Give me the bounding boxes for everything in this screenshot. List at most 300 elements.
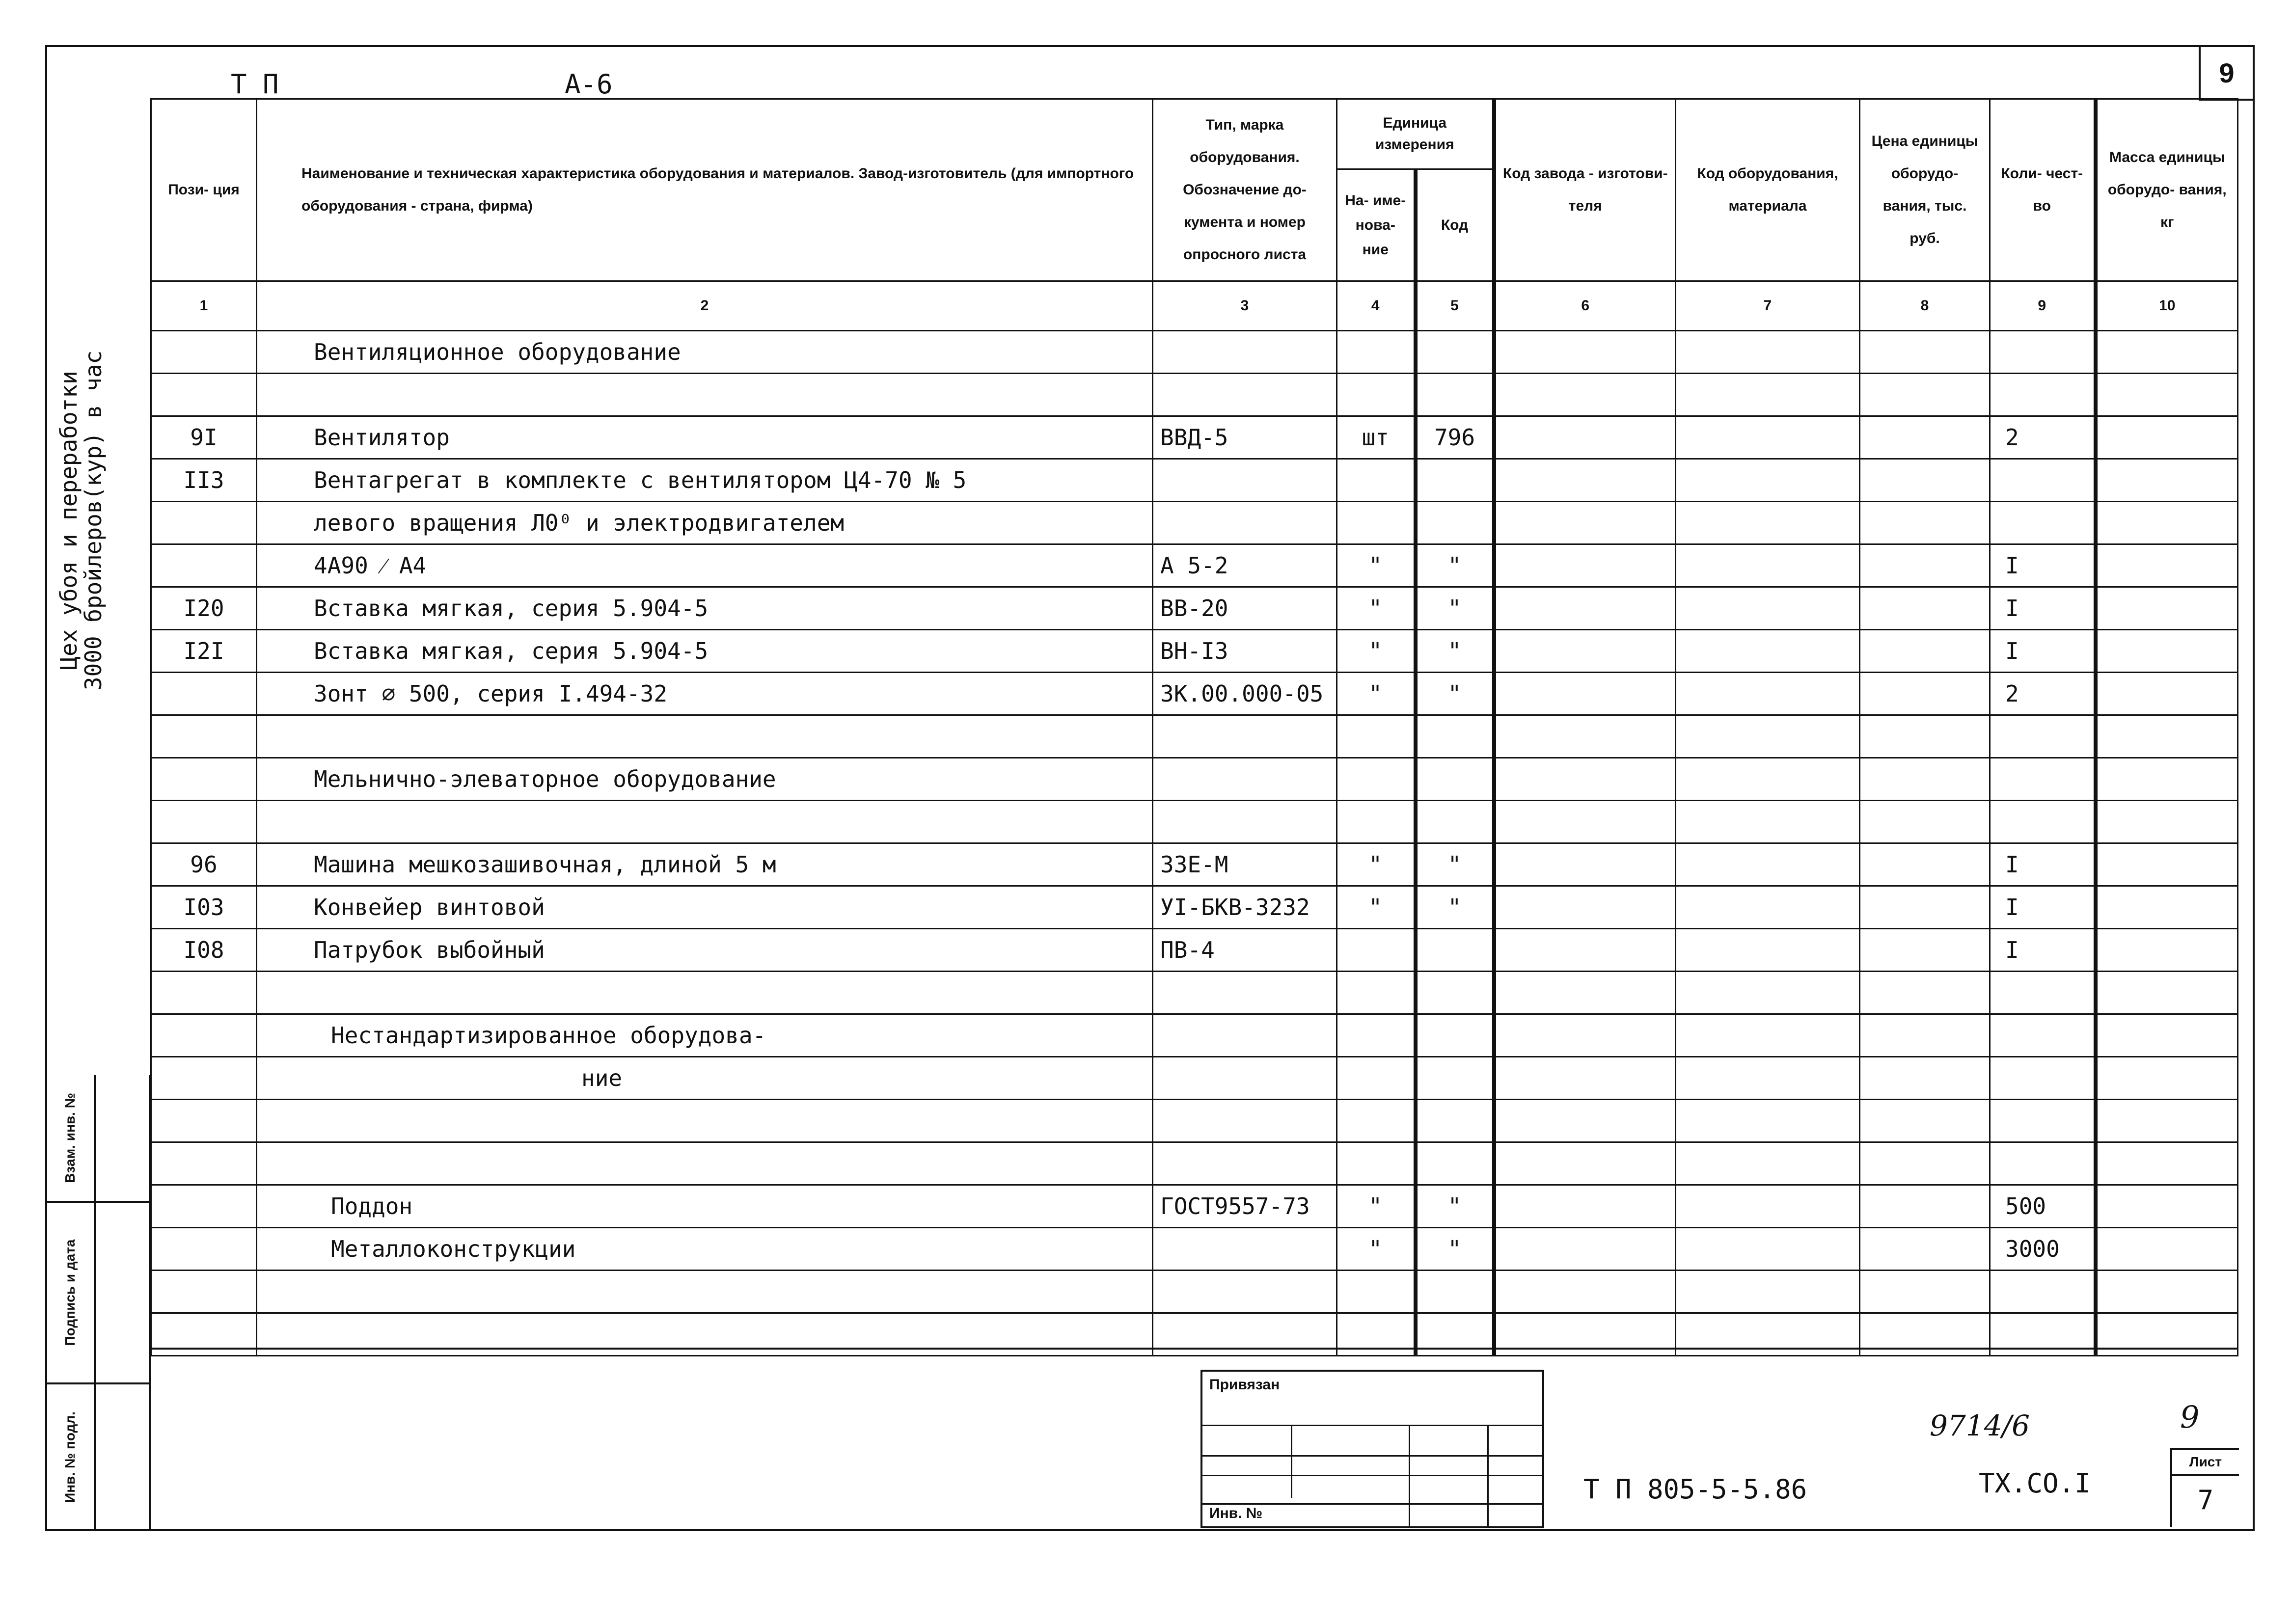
cell-position: 96 <box>151 843 257 886</box>
cell-equipment-code <box>1676 502 1860 544</box>
cell-quantity: I <box>1990 630 2096 673</box>
cell-name: Поддон <box>257 1185 1153 1228</box>
table-row <box>151 416 2238 459</box>
cell-type <box>1153 1100 1337 1142</box>
table-row <box>151 758 2238 801</box>
cell-quantity <box>1990 1014 2096 1057</box>
col-header-position: Пози- ция <box>151 99 257 281</box>
col-header-mass: Масса единицы оборудо- вания, кг <box>2096 99 2238 281</box>
table-row <box>151 1100 2238 1142</box>
table-bottom-line <box>150 1348 2237 1350</box>
cell-unit-code <box>1416 1100 1494 1142</box>
cell-name: Нестандартизированное оборудова- <box>257 1014 1153 1057</box>
col-number: 6 <box>1494 281 1676 331</box>
cell-unit-name: " <box>1337 673 1416 715</box>
cell-quantity: I <box>1990 544 2096 587</box>
table-row <box>151 673 2238 715</box>
cell-unit-code: 796 <box>1416 416 1494 459</box>
side-caption-line2: 3000 бройлеров(кур) в час <box>80 350 107 691</box>
cell-equipment-code <box>1676 416 1860 459</box>
cell-factory-code <box>1494 1014 1676 1057</box>
cell-factory-code <box>1494 715 1676 758</box>
cell-name: Зонт ⌀ 500, серия I.494-32 <box>257 673 1153 715</box>
table-row <box>151 843 2238 886</box>
stamp-inv-cell <box>47 1384 149 1529</box>
col-number: 8 <box>1860 281 1990 331</box>
cell-unit-name <box>1337 1014 1416 1057</box>
cell-price <box>1860 1228 1990 1271</box>
cell-unit-code <box>1416 1014 1494 1057</box>
cell-unit-name: " <box>1337 1185 1416 1228</box>
cell-type: ВВД-5 <box>1153 416 1337 459</box>
privyazan-block <box>1200 1370 1544 1528</box>
cell-type <box>1153 1271 1337 1313</box>
cell-equipment-code <box>1676 1057 1860 1100</box>
cell-factory-code <box>1494 1142 1676 1185</box>
cell-factory-code <box>1494 331 1676 374</box>
cell-name: Вентагрегат в комплекте с вентилятором Ц4-70 № 5 <box>257 459 1153 502</box>
cell-position <box>151 331 257 374</box>
cell-factory-code <box>1494 758 1676 801</box>
cell-type: А 5-2 <box>1153 544 1337 587</box>
cell-factory-code <box>1494 1057 1676 1100</box>
stamp-signature-label-cell <box>47 1203 96 1382</box>
cell-position: 9I <box>151 416 257 459</box>
table-row <box>151 1185 2238 1228</box>
cell-quantity <box>1990 459 2096 502</box>
cell-type <box>1153 801 1337 843</box>
table-row <box>151 1271 2238 1313</box>
document-code: ТХ.СО.I <box>1979 1468 2091 1499</box>
cell-type: УI-БКВ-3232 <box>1153 886 1337 929</box>
cell-position <box>151 502 257 544</box>
cell-mass <box>2096 459 2238 502</box>
cell-equipment-code <box>1676 1228 1860 1271</box>
cell-unit-name: " <box>1337 630 1416 673</box>
cell-position <box>151 758 257 801</box>
cell-factory-code <box>1494 502 1676 544</box>
cell-unit-name: " <box>1337 843 1416 886</box>
cell-position <box>151 544 257 587</box>
cell-factory-code <box>1494 544 1676 587</box>
cell-factory-code <box>1494 459 1676 502</box>
cell-mass <box>2096 1185 2238 1228</box>
col-number: 2 <box>257 281 1153 331</box>
cell-quantity <box>1990 1142 2096 1185</box>
privyazan-line <box>1202 1455 1542 1457</box>
cell-quantity: I <box>1990 929 2096 972</box>
cell-equipment-code <box>1676 673 1860 715</box>
cell-factory-code <box>1494 843 1676 886</box>
stamp-vzam-label: Взам. инв. № <box>62 1093 78 1183</box>
cell-name <box>257 801 1153 843</box>
cell-equipment-code <box>1676 1100 1860 1142</box>
cell-price <box>1860 1271 1990 1313</box>
col-header-type: Тип, марка оборудования. Обозначение до- кумента и номер опросного листа <box>1153 99 1337 281</box>
cell-price <box>1860 459 1990 502</box>
cell-unit-code: " <box>1416 630 1494 673</box>
cell-equipment-code <box>1676 544 1860 587</box>
cell-unit-code: " <box>1416 843 1494 886</box>
cell-price <box>1860 1185 1990 1228</box>
cell-quantity <box>1990 1057 2096 1100</box>
cell-equipment-code <box>1676 972 1860 1014</box>
col-header-factory-code: Код завода - изготови- теля <box>1494 99 1676 281</box>
cell-unit-code: " <box>1416 1185 1494 1228</box>
cell-unit-code <box>1416 459 1494 502</box>
cell-unit-name <box>1337 758 1416 801</box>
col-header-price: Цена единицы оборудо- вания, тыс. руб. <box>1860 99 1990 281</box>
cell-factory-code <box>1494 972 1676 1014</box>
stamp-signature-cell <box>47 1203 149 1384</box>
cell-mass <box>2096 801 2238 843</box>
cell-factory-code <box>1494 374 1676 416</box>
cell-unit-code <box>1416 1271 1494 1313</box>
cell-price <box>1860 843 1990 886</box>
cell-mass <box>2096 1228 2238 1271</box>
cell-quantity: I <box>1990 843 2096 886</box>
stamp-signature-label: Подпись и дата <box>62 1239 78 1346</box>
cell-mass <box>2096 843 2238 886</box>
cell-equipment-code <box>1676 331 1860 374</box>
cell-equipment-code <box>1676 758 1860 801</box>
column-numbers-row <box>151 281 2238 331</box>
cell-unit-code: " <box>1416 886 1494 929</box>
cell-unit-code <box>1416 929 1494 972</box>
list-box <box>2170 1448 2239 1527</box>
privyazan-line <box>1202 1475 1542 1476</box>
col-number: 4 <box>1337 281 1416 331</box>
cell-factory-code <box>1494 673 1676 715</box>
cell-factory-code <box>1494 416 1676 459</box>
cell-quantity <box>1990 972 2096 1014</box>
cell-name: Вставка мягкая, серия 5.904-5 <box>257 587 1153 630</box>
cell-position <box>151 1185 257 1228</box>
cell-unit-name <box>1337 331 1416 374</box>
cell-unit-name: " <box>1337 886 1416 929</box>
cell-name: 4А90 ⁄ А4 <box>257 544 1153 587</box>
privyazan-line <box>1202 1503 1542 1505</box>
table-row <box>151 502 2238 544</box>
privyazan-label: Привязан <box>1209 1377 1280 1393</box>
cell-mass <box>2096 972 2238 1014</box>
cell-price <box>1860 1142 1990 1185</box>
cell-name: Конвейер винтовой <box>257 886 1153 929</box>
cell-name <box>257 1271 1153 1313</box>
list-label: Лист <box>2172 1450 2239 1476</box>
cell-position <box>151 801 257 843</box>
cell-quantity <box>1990 715 2096 758</box>
cell-type <box>1153 459 1337 502</box>
cell-position: I08 <box>151 929 257 972</box>
cell-type <box>1153 331 1337 374</box>
col-number: 10 <box>2096 281 2238 331</box>
cell-position: II3 <box>151 459 257 502</box>
cell-unit-name <box>1337 502 1416 544</box>
table-row <box>151 801 2238 843</box>
col-header-quantity: Коли- чест- во <box>1990 99 2096 281</box>
cell-type: ВН-I3 <box>1153 630 1337 673</box>
cell-unit-code: " <box>1416 587 1494 630</box>
project-code: Т П 805-5-5.86 <box>1583 1474 1807 1505</box>
cell-unit-name <box>1337 459 1416 502</box>
col-number: 9 <box>1990 281 2096 331</box>
table-row <box>151 374 2238 416</box>
cell-factory-code <box>1494 1185 1676 1228</box>
cell-mass <box>2096 886 2238 929</box>
table-row <box>151 1014 2238 1057</box>
table-row <box>151 929 2238 972</box>
stamp-vzam-label-cell <box>47 1075 96 1201</box>
cell-unit-code <box>1416 502 1494 544</box>
table-row <box>151 544 2238 587</box>
col-header-unit-code: Код <box>1416 169 1494 281</box>
handwritten-page: 9 <box>2180 1399 2200 1435</box>
cell-type <box>1153 502 1337 544</box>
cell-type <box>1153 1057 1337 1100</box>
cell-mass <box>2096 374 2238 416</box>
cell-unit-name: " <box>1337 587 1416 630</box>
cell-equipment-code <box>1676 1014 1860 1057</box>
cell-factory-code <box>1494 630 1676 673</box>
cell-mass <box>2096 929 2238 972</box>
cell-mass <box>2096 416 2238 459</box>
cell-price <box>1860 1057 1990 1100</box>
cell-name: Вставка мягкая, серия 5.904-5 <box>257 630 1153 673</box>
cell-quantity <box>1990 374 2096 416</box>
cell-mass <box>2096 587 2238 630</box>
cell-quantity <box>1990 1100 2096 1142</box>
cell-name <box>257 374 1153 416</box>
cell-equipment-code <box>1676 715 1860 758</box>
cell-position: I03 <box>151 886 257 929</box>
left-stamp <box>47 1075 151 1529</box>
cell-factory-code <box>1494 1271 1676 1313</box>
cell-name: Мельнично-элеваторное оборудование <box>257 758 1153 801</box>
cell-unit-code: " <box>1416 544 1494 587</box>
handwritten-code: 9714/6 <box>1930 1409 2030 1442</box>
cell-name: Машина мешкозашивочная, длиной 5 м <box>257 843 1153 886</box>
cell-quantity <box>1990 1271 2096 1313</box>
cell-mass <box>2096 1100 2238 1142</box>
header-row <box>151 99 2238 169</box>
col-header-unit-name: На- име- нова- ние <box>1337 169 1416 281</box>
cell-equipment-code <box>1676 843 1860 886</box>
specification-table <box>150 98 2238 1356</box>
cell-equipment-code <box>1676 587 1860 630</box>
cell-mass <box>2096 502 2238 544</box>
cell-name <box>257 1100 1153 1142</box>
cell-price <box>1860 416 1990 459</box>
cell-unit-code: " <box>1416 673 1494 715</box>
sheet-number: 9 <box>2199 47 2253 101</box>
cell-type: ВВ-20 <box>1153 587 1337 630</box>
cell-unit-code <box>1416 801 1494 843</box>
table-row <box>151 1142 2238 1185</box>
cell-position <box>151 1228 257 1271</box>
stamp-inv-label-cell <box>47 1384 96 1529</box>
cell-factory-code <box>1494 801 1676 843</box>
cell-equipment-code <box>1676 886 1860 929</box>
cell-price <box>1860 1014 1990 1057</box>
privyazan-line <box>1202 1425 1542 1426</box>
cell-mass <box>2096 630 2238 673</box>
cell-quantity <box>1990 331 2096 374</box>
col-number: 3 <box>1153 281 1337 331</box>
cell-unit-name <box>1337 1271 1416 1313</box>
cell-mass <box>2096 331 2238 374</box>
cell-position <box>151 374 257 416</box>
cell-price <box>1860 502 1990 544</box>
cell-name: ние <box>257 1057 1153 1100</box>
cell-unit-name <box>1337 972 1416 1014</box>
cell-factory-code <box>1494 886 1676 929</box>
table-row <box>151 1228 2238 1271</box>
col-header-unit-group: Единица измерения <box>1337 99 1494 169</box>
cell-quantity: I <box>1990 587 2096 630</box>
cell-price <box>1860 374 1990 416</box>
col-header-name: Наименование и техническая характеристика оборудования и материалов. Завод-изготовитель (для импортного оборудования - страна, фирма) <box>257 99 1153 281</box>
table-row <box>151 972 2238 1014</box>
cell-position: I20 <box>151 587 257 630</box>
table-row <box>151 331 2238 374</box>
privyazan-divider <box>1487 1425 1489 1526</box>
cell-type <box>1153 1228 1337 1271</box>
cell-name: Патрубок выбойный <box>257 929 1153 972</box>
cell-factory-code <box>1494 1228 1676 1271</box>
cell-position <box>151 1142 257 1185</box>
table-row <box>151 886 2238 929</box>
cell-equipment-code <box>1676 1271 1860 1313</box>
cell-name: Вентилятор <box>257 416 1153 459</box>
cell-mass <box>2096 673 2238 715</box>
privyazan-divider <box>1291 1425 1292 1498</box>
cell-quantity: I <box>1990 886 2096 929</box>
cell-mass <box>2096 1142 2238 1185</box>
cell-price <box>1860 673 1990 715</box>
col-number: 5 <box>1416 281 1494 331</box>
cell-unit-code: " <box>1416 1228 1494 1271</box>
stamp-inv-label: Инв. № подл. <box>62 1411 78 1503</box>
cell-mass <box>2096 715 2238 758</box>
cell-equipment-code <box>1676 801 1860 843</box>
cell-mass <box>2096 1057 2238 1100</box>
cell-price <box>1860 544 1990 587</box>
cell-factory-code <box>1494 1100 1676 1142</box>
cell-unit-name <box>1337 1057 1416 1100</box>
cell-position <box>151 1014 257 1057</box>
cell-price <box>1860 972 1990 1014</box>
cell-name <box>257 1142 1153 1185</box>
cell-unit-name <box>1337 929 1416 972</box>
cell-equipment-code <box>1676 1185 1860 1228</box>
cell-unit-name <box>1337 715 1416 758</box>
cell-type <box>1153 1142 1337 1185</box>
cell-equipment-code <box>1676 459 1860 502</box>
cell-price <box>1860 886 1990 929</box>
cell-type <box>1153 758 1337 801</box>
cell-quantity <box>1990 758 2096 801</box>
cell-unit-name: шт <box>1337 416 1416 459</box>
cell-type: ПВ-4 <box>1153 929 1337 972</box>
cell-unit-name <box>1337 801 1416 843</box>
cell-position <box>151 1271 257 1313</box>
col-number: 7 <box>1676 281 1860 331</box>
cell-price <box>1860 758 1990 801</box>
cell-quantity: 3000 <box>1990 1228 2096 1271</box>
table-row <box>151 630 2238 673</box>
cell-equipment-code <box>1676 1142 1860 1185</box>
table-row <box>151 459 2238 502</box>
cell-name <box>257 715 1153 758</box>
cell-position <box>151 972 257 1014</box>
cell-equipment-code <box>1676 374 1860 416</box>
table-row <box>151 587 2238 630</box>
table-row <box>151 715 2238 758</box>
cell-quantity <box>1990 502 2096 544</box>
cell-unit-code <box>1416 374 1494 416</box>
cell-price <box>1860 715 1990 758</box>
cell-price <box>1860 331 1990 374</box>
cell-type: ГОСТ9557-73 <box>1153 1185 1337 1228</box>
cell-type <box>1153 972 1337 1014</box>
cell-mass <box>2096 758 2238 801</box>
stamp-vzam-cell <box>47 1075 149 1203</box>
cell-equipment-code <box>1676 630 1860 673</box>
col-header-equipment-code: Код оборудования, материала <box>1676 99 1860 281</box>
cell-unit-code <box>1416 972 1494 1014</box>
cell-price <box>1860 630 1990 673</box>
cell-factory-code <box>1494 929 1676 972</box>
cell-type <box>1153 374 1337 416</box>
cell-price <box>1860 929 1990 972</box>
cell-unit-code <box>1416 758 1494 801</box>
cell-unit-name <box>1337 1142 1416 1185</box>
side-caption-line1: Цех убоя и переработки <box>55 371 82 670</box>
cell-position <box>151 673 257 715</box>
col-number: 1 <box>151 281 257 331</box>
cell-unit-code <box>1416 331 1494 374</box>
privyazan-divider <box>1409 1425 1410 1526</box>
cell-unit-name <box>1337 1100 1416 1142</box>
cell-position <box>151 1100 257 1142</box>
cell-price <box>1860 801 1990 843</box>
cell-equipment-code <box>1676 929 1860 972</box>
cell-position: I2I <box>151 630 257 673</box>
cell-type <box>1153 715 1337 758</box>
side-caption <box>56 299 106 741</box>
cell-mass <box>2096 1271 2238 1313</box>
cell-position <box>151 715 257 758</box>
cell-position <box>151 1057 257 1100</box>
cell-quantity: 500 <box>1990 1185 2096 1228</box>
cell-name: левого вращения Л0⁰ и электродвигателем <box>257 502 1153 544</box>
cell-unit-code <box>1416 715 1494 758</box>
cell-unit-code <box>1416 1057 1494 1100</box>
cell-price <box>1860 587 1990 630</box>
table-row <box>151 1057 2238 1100</box>
cell-quantity: 2 <box>1990 416 2096 459</box>
cell-mass <box>2096 544 2238 587</box>
cell-quantity <box>1990 801 2096 843</box>
cell-type <box>1153 1014 1337 1057</box>
cell-price <box>1860 1100 1990 1142</box>
privyazan-inv-label: Инв. № <box>1209 1505 1263 1521</box>
cell-unit-code <box>1416 1142 1494 1185</box>
list-value: 7 <box>2197 1485 2214 1516</box>
cell-unit-name: " <box>1337 1228 1416 1271</box>
cell-quantity: 2 <box>1990 673 2096 715</box>
